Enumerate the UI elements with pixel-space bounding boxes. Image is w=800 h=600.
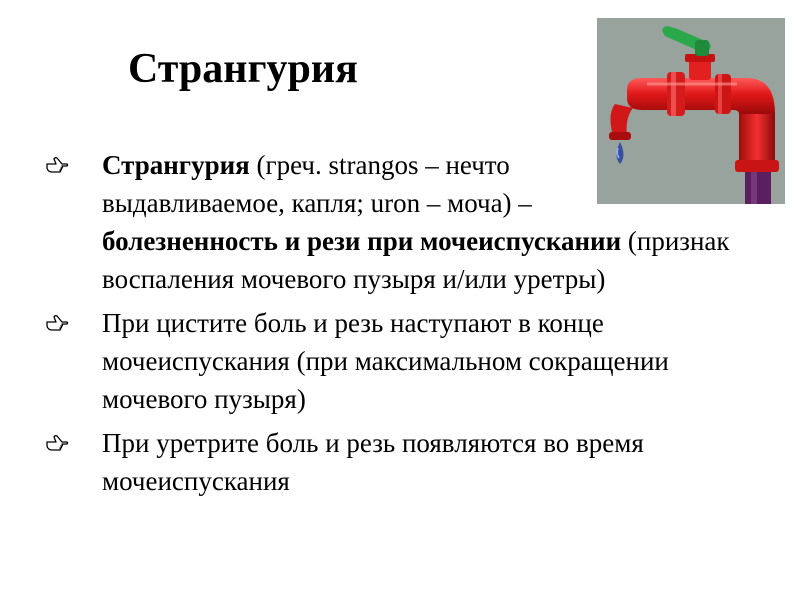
bullet-strangury-definition	[44, 146, 744, 298]
slide-title: Странгурия	[128, 46, 358, 92]
bullet-list	[44, 146, 744, 506]
bullet-3-text: При уретрите боль и резь появляются во время мочеиспускания	[102, 428, 644, 496]
bullet-2-text: При цистите боль и резь наступают в конце мочеиспускания (при максимальном сокращении мочевого пузыря)	[102, 308, 669, 414]
pointing-hand-icon	[44, 153, 70, 179]
pointing-hand-icon	[44, 311, 70, 337]
bullet-urethritis	[44, 424, 744, 500]
bullet-1-text	[102, 146, 592, 222]
bullet-cystitis	[44, 304, 744, 418]
strangury-note: (признак воспаления мочевого пузыря и/или уретры)	[102, 226, 730, 294]
pointing-hand-icon	[44, 431, 70, 457]
strangury-etymology: (греч. strangos – нечто выдавливаемое, капля; uron – моча) –	[102, 150, 532, 218]
strangury-term: Странгурия	[102, 150, 250, 180]
strangury-definition: болезненность и рези при мочеиспускании	[102, 226, 622, 256]
